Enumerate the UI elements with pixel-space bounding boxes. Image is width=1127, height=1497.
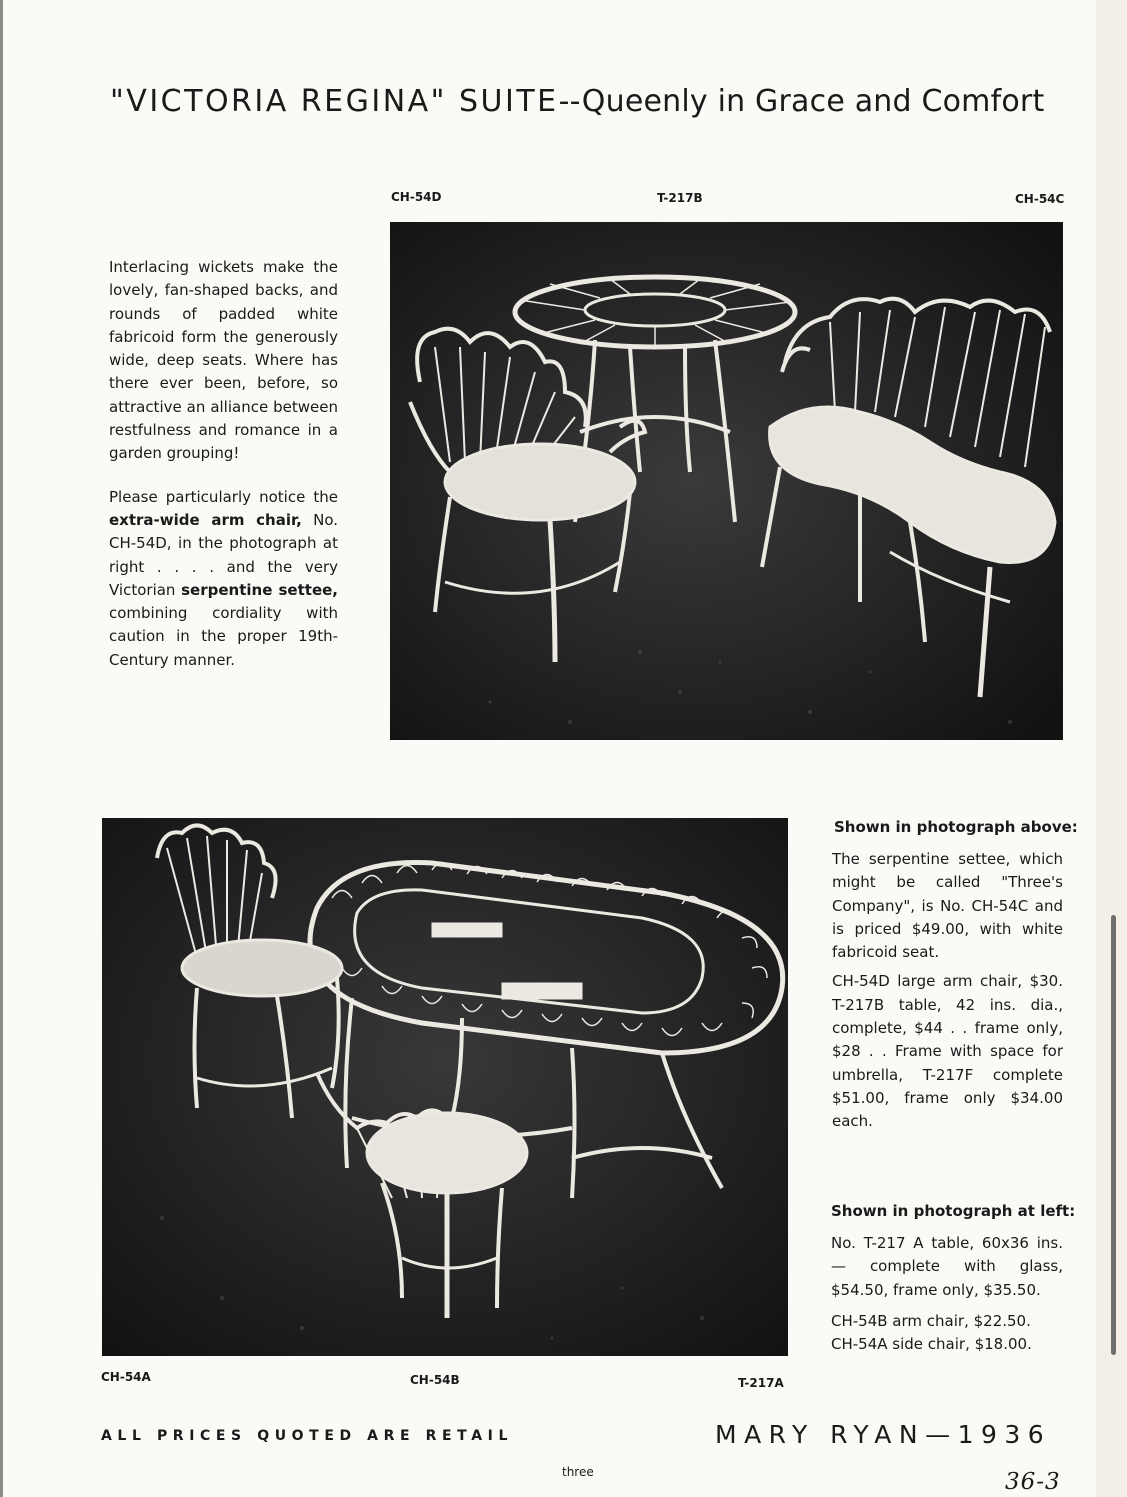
page-edge-left	[0, 0, 3, 1497]
intro-p2-text-3: combining cordiality with caution in the proper 19th-Century manner.	[109, 604, 338, 669]
page-title	[110, 84, 1080, 119]
bottom-furniture-photo	[102, 818, 788, 1356]
caption-above-heading: Shown in photograph above:	[834, 818, 1078, 836]
caption-left-line-1: CH-54B arm chair, $22.50.	[831, 1311, 1031, 1330]
bottom-photo-drawing	[102, 818, 788, 1356]
caption-left-text	[831, 1232, 1063, 1356]
intro-paragraph-2	[109, 486, 338, 672]
intro-p2-bold-arm-chair: extra-wide arm chair,	[109, 510, 302, 529]
intro-text	[109, 256, 338, 672]
intro-p2-bold-settee: serpentine settee,	[181, 580, 338, 599]
label-ch-54c: CH-54C	[1015, 192, 1065, 206]
caption-above-paragraph-2: CH-54D large arm chair, $30. T-217B table, 42 ins. dia., complete, $44 . . frame only, $28 . . Frame with space for umbrella, T-217F complete $51.00, frame only $34.00 each.	[832, 972, 1063, 1131]
title-sub: --Queenly in Grace and Comfort	[558, 84, 1045, 119]
caption-above-paragraph-1: The serpentine settee, which might be called "Three's Company", is No. CH-54C and is priced $49.00, with white fabricoid seat.	[832, 850, 1063, 962]
label-ch-54a: CH-54A	[101, 1370, 151, 1384]
top-furniture-photo	[390, 222, 1063, 740]
intro-p2-text-2: No. CH-54D, in the photograph at right . . . . and the very Victorian	[109, 510, 339, 599]
caption-above-text	[832, 848, 1063, 1134]
caption-left-paragraph-1: No. T-217 A table, 60x36 ins. — complete with glass, $54.50, frame only, $35.50.	[831, 1234, 1063, 1299]
label-ch-54d: CH-54D	[391, 190, 442, 204]
caption-left-heading: Shown in photograph at left:	[831, 1202, 1076, 1220]
label-ch-54b: CH-54B	[410, 1373, 460, 1387]
label-t-217b: T-217B	[657, 191, 703, 205]
label-t-217a: T-217A	[738, 1376, 784, 1390]
footer-mary-ryan-1936: MARY RYAN—1936	[715, 1420, 1052, 1449]
page-number-word: three	[562, 1465, 594, 1479]
title-main: "VICTORIA REGINA" SUITE	[110, 84, 559, 119]
scrollbar-thumb[interactable]	[1111, 915, 1116, 1355]
intro-paragraph-1: Interlacing wickets make the lovely, fan-shaped backs, and rounds of padded white fabricoid form the generously wide, deep seats. Where has there ever been, before, so attractive an alliance between restfulness and romance in a garden grouping!	[109, 258, 338, 463]
intro-p2-text-1: Please particularly notice the	[109, 487, 338, 506]
top-photo-drawing	[390, 222, 1063, 740]
footer-prices-retail: ALL PRICES QUOTED ARE RETAIL	[101, 1428, 513, 1444]
caption-left-line-2: CH-54A side chair, $18.00.	[831, 1335, 1032, 1354]
handwritten-page-code: 36-3	[1005, 1469, 1061, 1495]
